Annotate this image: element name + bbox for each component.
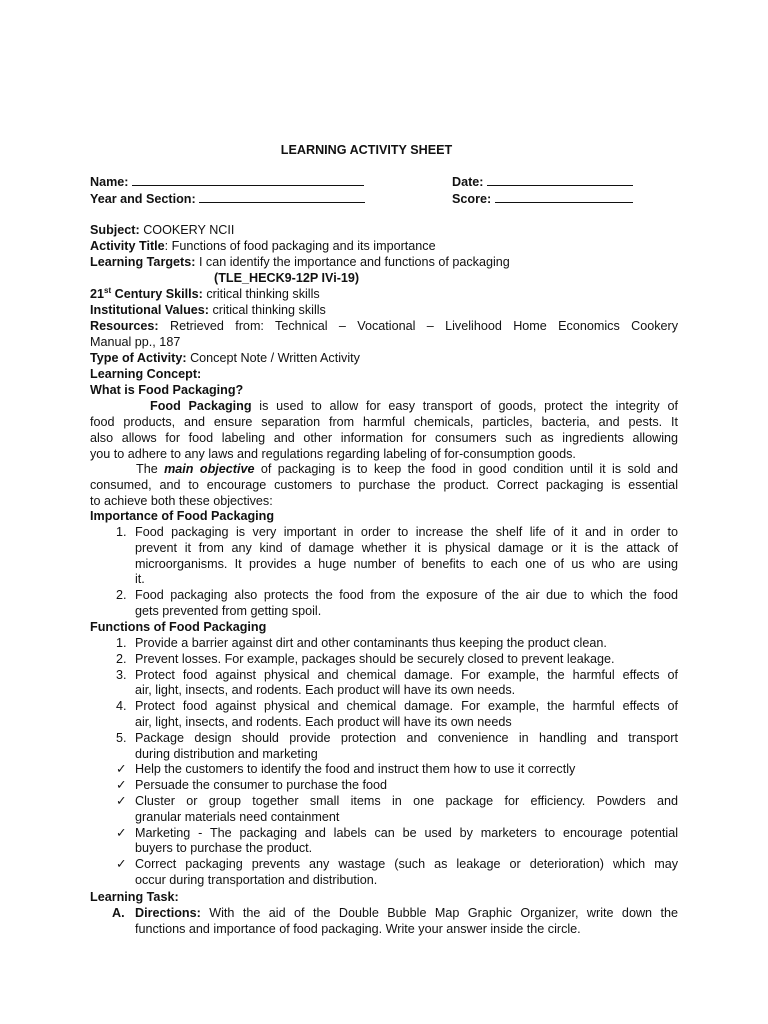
functions-item-marker: 2. — [116, 651, 127, 666]
functions-item-text: Persuade the consumer to purchase the food — [135, 778, 388, 793]
importance-item-marker: 1. — [116, 525, 127, 539]
functions-item-marker: ✓ — [116, 856, 127, 872]
paragraph-2-line-2: consumed, and to encourage customers to purchase the product. Correct packaging is essential — [90, 478, 678, 492]
functions-item-text: buyers to purchase the product. — [135, 841, 313, 856]
functions-item-text: granular materials need containment — [135, 809, 340, 824]
year-section-blank[interactable] — [199, 191, 365, 203]
functions-item-text: Marketing - The packaging and labels can be used by marketers to encourage potential — [135, 825, 678, 840]
activity-title-line: Activity Title: Functions of food packaging and its importance — [90, 239, 436, 253]
date-label: Date: — [452, 175, 484, 189]
section-question: What is Food Packaging? — [90, 383, 244, 397]
importance-item-text: prevent it from any kind of damage whether it is physical damage or it is the attack of — [135, 540, 678, 555]
learning-targets-line: Learning Targets: I can identify the importance and functions of packaging — [90, 255, 510, 269]
learning-task-heading: Learning Task: — [90, 890, 179, 904]
subject-line: Subject: COOKERY NCII — [90, 223, 235, 237]
importance-item-text: microorganisms. It provides a huge number of benefits to each one of us who are using — [135, 556, 678, 571]
paragraph-2-line-3: to achieve both these objectives: — [90, 494, 273, 508]
competency-code: (TLE_HECK9-12P IVi-19) — [214, 271, 360, 285]
task-directions-line-2: functions and importance of food packaging. Write your answer inside the circle. — [135, 922, 581, 936]
date-field[interactable] — [452, 174, 633, 190]
paragraph-1-line-4: you to adhere to any laws and regulations regarding labeling of for-consumption goods. — [90, 447, 576, 461]
paragraph-1-line-2: food products, and ensure separation from harmful chemicals, particles, bacteria, and pests. It — [90, 415, 678, 429]
name-field[interactable] — [90, 174, 364, 190]
importance-item-text: Food packaging is very important in order to increase the shelf life of it and in order to — [135, 525, 678, 539]
score-field[interactable] — [452, 191, 633, 207]
task-directions-line-1: Directions: With the aid of the Double Bubble Map Graphic Organizer, write down the — [135, 906, 678, 920]
functions-item-text: Protect food against physical and chemical damage. For example, the harmful effects of — [135, 667, 678, 682]
activity-type-line: Type of Activity: Concept Note / Written Activity — [90, 351, 360, 365]
functions-item-text: Cluster or group together small items in one package for efficiency. Powders and — [135, 794, 678, 808]
name-blank[interactable] — [132, 174, 364, 186]
year-section-field[interactable] — [90, 191, 365, 207]
functions-item-text: Package design should provide protection and convenience in handling and transport — [135, 730, 678, 745]
resources-line-2: Manual pp., 187 — [90, 335, 181, 349]
year-section-label: Year and Section: — [90, 192, 196, 206]
values-line: Institutional Values: critical thinking skills — [90, 303, 326, 317]
functions-item-text: Correct packaging prevents any wastage (such as leakage or deterioration) which may — [135, 857, 678, 872]
resources-line: Resources: Retrieved from: Technical – Vocational – Livelihood Home Economics Cookery — [90, 319, 679, 333]
functions-item-marker: 5. — [116, 730, 127, 745]
importance-item-text: Food packaging also protects the food from the exposure of the air due to which the food — [135, 588, 678, 603]
date-blank[interactable] — [487, 174, 633, 186]
functions-heading: Functions of Food Packaging — [90, 620, 267, 634]
functions-item-marker: ✓ — [116, 761, 127, 777]
task-letter: A. — [112, 906, 125, 920]
functions-item-text: air, light, insects, and rodents. Each product will have its own needs — [135, 715, 512, 729]
functions-item-text: Prevent losses. For example, packages should be securely closed to prevent leakage. — [135, 651, 615, 666]
paragraph-1-line-1: Food Packaging is used to allow for easy transport of goods, protect the integrity of — [150, 399, 678, 413]
importance-item-marker: 2. — [116, 588, 127, 603]
functions-item-text: occur during transportation and distribution. — [135, 873, 378, 887]
functions-item-marker: ✓ — [116, 824, 127, 840]
functions-item-text: during distribution and marketing — [135, 746, 318, 761]
functions-item-marker: 4. — [116, 699, 127, 714]
functions-item-text: Protect food against physical and chemical damage. For example, the harmful effects of — [135, 699, 678, 714]
functions-item-marker: ✓ — [116, 793, 127, 808]
skills-line: 21st Century Skills: critical thinking skills — [90, 285, 320, 301]
paragraph-2-line-1: The main objective of packaging is to keep the food in good condition until it is sold and — [136, 462, 678, 476]
page-title: LEARNING ACTIVITY SHEET — [280, 143, 453, 157]
functions-item-text: air, light, insects, and rodents. Each product will have its own needs. — [135, 683, 516, 698]
learning-concept-label: Learning Concept: — [90, 367, 202, 381]
importance-heading: Importance of Food Packaging — [90, 509, 275, 523]
importance-item-text: it. — [135, 572, 145, 587]
importance-item-text: gets prevented from getting spoil. — [135, 604, 322, 618]
score-label: Score: — [452, 192, 492, 206]
paragraph-1-line-3: also allows for food labeling and other information for consumers such as ingredients allowing — [90, 431, 678, 445]
functions-item-marker: 1. — [116, 636, 127, 650]
functions-item-text: Help the customers to identify the food and instruct them how to use it correctly — [135, 762, 576, 777]
functions-item-text: Provide a barrier against dirt and other contaminants thus keeping the product clean. — [135, 636, 607, 650]
functions-item-marker: 3. — [116, 667, 127, 682]
functions-item-marker: ✓ — [116, 777, 127, 793]
score-blank[interactable] — [495, 191, 633, 203]
name-label: Name: — [90, 175, 129, 189]
